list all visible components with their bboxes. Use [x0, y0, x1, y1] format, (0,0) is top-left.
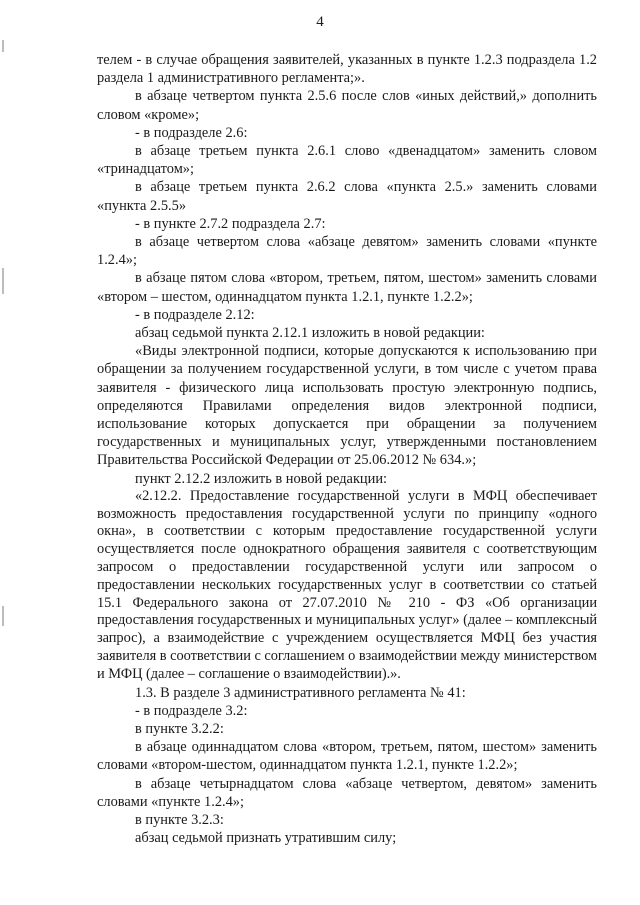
paragraph: телем - в случае обращения заявителей, указанных в пункте 1.2.3 подраздела 1.2 раздела 1 административного регламента;». — [97, 52, 597, 87]
paragraph: в абзаце четвертом слова «абзаце девятом» заменить словами «пункте 1.2.4»; — [97, 234, 597, 269]
paragraph: - в подразделе 2.6: — [135, 124, 248, 141]
paragraph: пункт 2.12.2 изложить в новой редакции: — [135, 470, 388, 487]
paragraph: «2.12.2. Предоставление государственной услуги в МФЦ обеспечивает возможность предоставления государственной услуги по принципу «одного окна», в соответствии с которым предоставление государственной услуги осуществляется после однократного обращения заявителя с соответствующим запросом о предоставлении государственной услуги или запросом о предоставлении нескольких государственных услуг в соответствии со статьей 15.1 Федерального закона от 27.07.2010 № 210 - ФЗ «Об организации предоставления государственных и муниципальных услуг» (далее – комплексный запрос), а взаимодействие с учреждением осуществляется МФЦ без участия заявителя в соответствии с соглашением о взаимодействии между министерством и МФЦ (далее – соглашение о взаимодействии).». — [97, 487, 597, 682]
paragraph: - в пункте 2.7.2 подраздела 2.7: — [135, 215, 326, 232]
paragraph: 1.3. В разделе 3 административного регламента № 41: — [135, 684, 466, 701]
paragraph: в пункте 3.2.3: — [135, 812, 224, 829]
paragraph: в абзаце четвертом пункта 2.5.6 после слов «иных действий,» дополнить словом «кроме»; — [97, 88, 597, 123]
page-number: 4 — [316, 14, 324, 30]
paragraph: «Виды электронной подписи, которые допускаются к использованию при обращении за получением государственной услуги, в том числе с учетом права заявителя - физического лица использовать простую электронную подпись, определяются Правилами определения видов электронной подписи, использование которых допускается при обращении за получением государственных и муниципальных услуг, утвержденными постановлением Правительства Российской Федерации от 25.06.2012 № 634.»; — [97, 343, 597, 469]
paragraph: в абзаце четырнадцатом слова «абзаце четвертом, девятом» заменить словами «пункте 1.2.4»; — [97, 775, 597, 810]
paragraph: в пункте 3.2.2: — [135, 721, 224, 738]
paragraph: абзац седьмой признать утратившим силу; — [135, 830, 397, 847]
paragraph: в абзаце третьем пункта 2.6.1 слово «двенадцатом» заменить словом «тринадцатом»; — [97, 143, 597, 178]
document-body — [97, 51, 597, 847]
paragraph: в абзаце пятом слова «втором, третьем, пятом, шестом» заменить словами «втором – шестом, одиннадцатом пункта 1.2.1, пункте 1.2.2»; — [97, 270, 597, 305]
paragraph: - в подразделе 3.2: — [135, 702, 248, 719]
scan-edge-mark — [2, 268, 4, 294]
scan-edge-mark — [2, 606, 4, 626]
paragraph: в абзаце одиннадцатом слова «втором, третьем, пятом, шестом» заменить словами «втором-шестом, одиннадцатом пункта 1.2.1, пункте 1.2.2»; — [97, 739, 597, 774]
paragraph: - в подразделе 2.12: — [135, 306, 255, 323]
paragraph: в абзаце третьем пункта 2.6.2 слова «пункта 2.5.» заменить словами «пункта 2.5.5» — [97, 179, 597, 214]
scan-edge-mark — [2, 40, 4, 52]
paragraph: абзац седьмой пункта 2.12.1 изложить в новой редакции: — [135, 325, 485, 342]
